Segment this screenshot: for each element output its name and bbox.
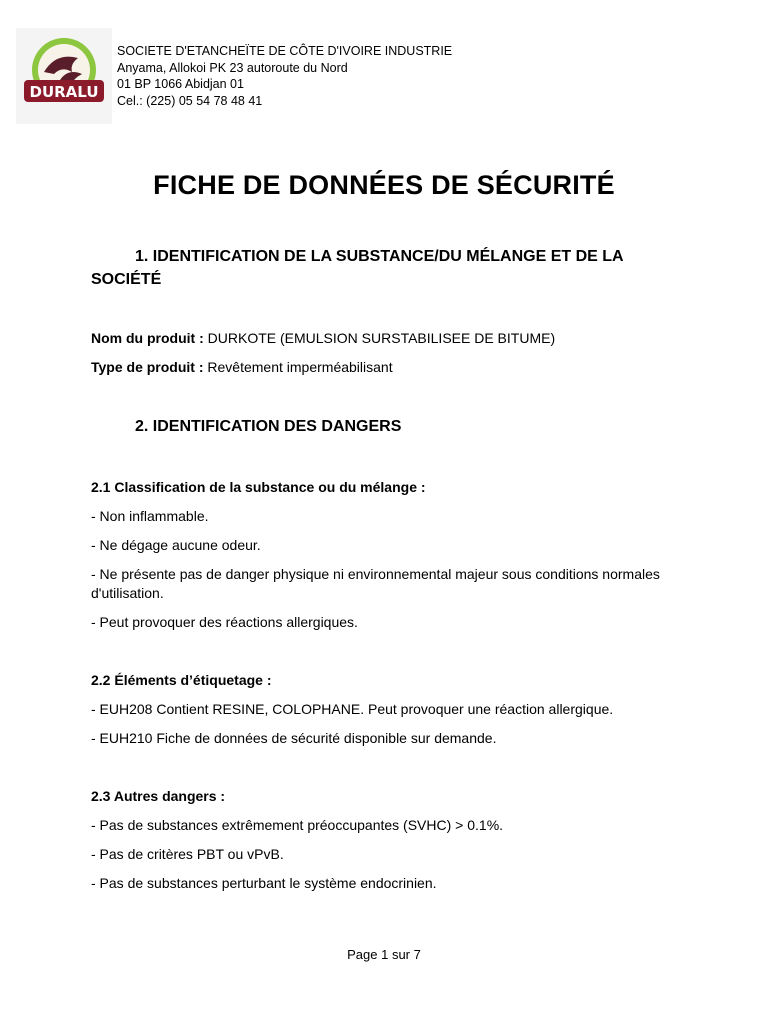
section-1-heading — [91, 245, 651, 291]
product-type-row — [91, 358, 671, 377]
list-item: - Non inflammable. — [91, 508, 209, 524]
duralu-logo-graphic — [16, 28, 112, 124]
subsection-2-1-title: 2.1 Classification de la substance ou du mélange : — [91, 479, 426, 495]
section-1-title-line2: SOCIÉTÉ — [91, 271, 162, 288]
list-item: - Pas de substances perturbant le système endocrinien. — [91, 875, 437, 891]
list-item: - Ne dégage aucune odeur. — [91, 537, 261, 553]
list-item: - EUH208 Contient RESINE, COLOPHANE. Peut provoquer une réaction allergique. — [91, 701, 614, 717]
product-type-value: Revêtement imperméabilisant — [207, 359, 393, 375]
section-1-title-line1: IDENTIFICATION DE LA SUBSTANCE/DU MÉLANGE ET DE LA — [152, 248, 624, 265]
company-address: Anyama, Allokoi PK 23 autoroute du Nord — [117, 60, 348, 75]
company-po-box: 01 BP 1066 Abidjan 01 — [117, 77, 244, 91]
list-item: - Ne présente pas de danger physique ni environnemental majeur sous conditions normales d'utilisation. — [91, 566, 660, 601]
product-type-label: Type de produit : — [91, 359, 204, 375]
subsection-2-3-title: 2.3 Autres dangers : — [91, 788, 226, 804]
product-name-value: DURKOTE (EMULSION SURSTABILISEE DE BITUME) — [207, 330, 556, 346]
company-name: SOCIETE D'ETANCHEÏTE DE CÔTE D'IVOIRE INDUSTRIE — [117, 44, 453, 58]
list-item: - Pas de critères PBT ou vPvB. — [91, 846, 284, 862]
company-phone: Cel.: (225) 05 54 78 48 41 — [117, 93, 263, 108]
section-2-number: 2. — [135, 418, 149, 435]
company-logo — [16, 28, 112, 124]
company-info — [117, 43, 452, 109]
section-2-title: IDENTIFICATION DES DANGERS — [152, 418, 402, 435]
list-item: - Peut provoquer des réactions allergiques. — [91, 614, 358, 630]
product-name-label: Nom du produit : — [91, 330, 204, 346]
page-number: Page 1 sur 7 — [347, 947, 421, 962]
document-title: FICHE DE DONNÉES DE SÉCURITÉ — [153, 170, 615, 200]
section-2-heading — [91, 415, 651, 438]
list-item: - Pas de substances extrêmement préoccupantes (SVHC) > 0.1%. — [91, 817, 504, 833]
product-name-row — [91, 329, 671, 348]
list-item: - EUH210 Fiche de données de sécurité disponible sur demande. — [91, 730, 497, 746]
section-1-number: 1. — [135, 248, 149, 265]
logo-text: DURALU — [29, 83, 99, 101]
subsection-2-2-title: 2.2 Éléments d’étiquetage : — [91, 672, 272, 688]
